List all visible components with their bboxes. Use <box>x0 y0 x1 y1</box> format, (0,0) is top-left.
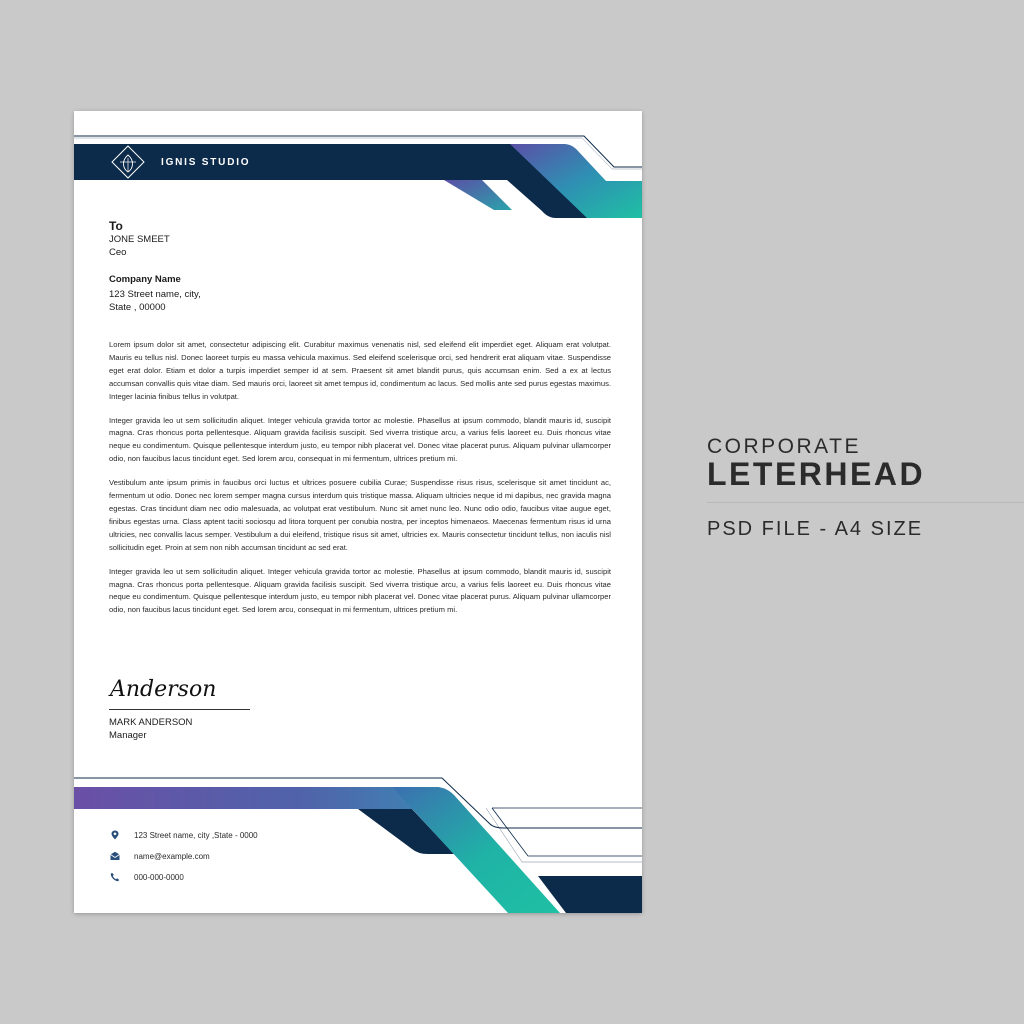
recipient-block <box>109 219 170 259</box>
contact-phone <box>110 872 184 882</box>
body-paragraph-3: Vestibulum ante ipsum primis in faucibus orci luctus et ultrices posuere cubilia Curae; Suspendisse risus risus, scelerisque sit amet tincidunt ac, fermentum ut odio. Donec nec lorem semper magna cursus interdum quis tristique massa. Aliquam ultricies neque id mi dapibus, nec gravida magna egestas. Cras tincidunt diam nec odio malesuada, ac volutpat erat vestibulum. Nunc sit amet nunc leo. Nunc odio odio, faucibus vitae augue eget, finibus egestas urna. Class aptent taciti sociosqu ad litora torquent per conubia nostra, per inceptos himenaeos. Maecenas fermentum risus id urna ultricies, nec convallis lacus semper. Vestibulum a dui eleifend, tristique risus sit amet, ultricies ex. Mauris consectetur tincidunt tellus, non iaculis nisl sollicitudin eget. Proin at sem non nibh accumsan tincidunt ac sed erat. <box>109 478 611 552</box>
recipient-name: JONE SMEET <box>109 234 170 245</box>
signature-text: Anderson <box>110 677 217 702</box>
letterhead-page <box>74 111 642 913</box>
company-block <box>109 274 201 314</box>
side-divider <box>707 502 1024 503</box>
side-title-corporate: CORPORATE <box>707 435 861 458</box>
brand-name: IGNIS STUDIO <box>161 157 251 168</box>
side-title-letterhead: LETERHEAD <box>707 456 926 492</box>
signature-script <box>108 666 228 706</box>
contact-phone-text: 000-000-0000 <box>134 872 184 882</box>
signature-line <box>109 709 250 710</box>
side-subtitle: PSD FILE - A4 SIZE <box>707 518 924 540</box>
body-paragraph-2: Integer gravida leo ut sem sollicitudin aliquet. Integer vehicula gravida tortor ac molestie. Phasellus at ipsum commodo, blandit mauris id, suscipit magna. Cras rhoncus porta pellentesque. Aliquam gravida facilisis suscipit. Sed viverra tristique arcu, a varius felis laoreet eu. Duis rhoncus vitae neque eu condimentum. Quisque pellentesque interdum justo, eu tempor nibh placerat vel. Donec vitae placerat purus. Aliquam pulvinar ullamcorper odio, non faucibus lacus tincidunt eget. Sed lorem arcu, consequat in mi fermentum, ultrices pretium mi. <box>109 415 611 464</box>
company-address-line1: 123 Street name, city, <box>109 289 201 300</box>
signer-block <box>109 716 192 742</box>
envelope-icon <box>110 851 120 861</box>
recipient-heading: To <box>109 219 123 233</box>
contact-email <box>110 851 210 861</box>
contact-address-text: 123 Street name, city ,State - 0000 <box>134 830 258 840</box>
body-paragraph-4: Integer gravida leo ut sem sollicitudin aliquet. Integer vehicula gravida tortor ac molestie. Phasellus at ipsum commodo, blandit mauris id, suscipit magna. Cras rhoncus porta pellentesque. Aliquam gravida facilisis suscipit. Sed viverra tristique arcu, a varius felis laoreet eu. Duis rhoncus vitae neque eu condimentum. Quisque pellentesque interdum justo, eu tempor nibh placerat vel. Donec vitae placerat purus. Aliquam pulvinar ullamcorper odio, non faucibus lacus tincidunt eget. Sed lorem arcu, consequat in mi fermentum, ultrices pretium mi. <box>109 566 611 615</box>
body-paragraph-1: Lorem ipsum dolor sit amet, consectetur adipiscing elit. Curabitur maximus venenatis nisl, sed eleifend elit imperdiet eget. Aliquam erat volutpat. Mauris eu tellus nisl. Donec laoreet turpis eu massa vehicula maximus. Sed eleifend scelerisque orci, sed hendrerit erat aliquam vitae. Suspendisse eget erat dolor. Etiam et dolor a turpis imperdiet semper id at sem. Praesent sit amet blandit purus, quis accumsan enim. Sed a ex at lectus accumsan convallis quis vitae diam. Sed mauris orci, laoreet sit amet tempus id, condimentum ac lacus. Sed mollis ante sed purus egestas maximus. Integer lacinia finibus tellus in volutpat. <box>109 340 611 401</box>
ignis-logo-icon <box>110 144 146 180</box>
company-address-line2: State , 00000 <box>109 302 166 313</box>
phone-icon <box>110 872 120 882</box>
location-pin-icon <box>110 830 120 840</box>
company-name: Company Name <box>109 274 181 285</box>
signer-name: MARK ANDERSON <box>109 717 193 728</box>
recipient-role: Ceo <box>109 247 127 258</box>
letter-body <box>109 339 611 628</box>
contact-address <box>110 830 258 840</box>
signer-title: Manager <box>109 730 147 741</box>
contact-email-text: name@example.com <box>134 851 210 861</box>
